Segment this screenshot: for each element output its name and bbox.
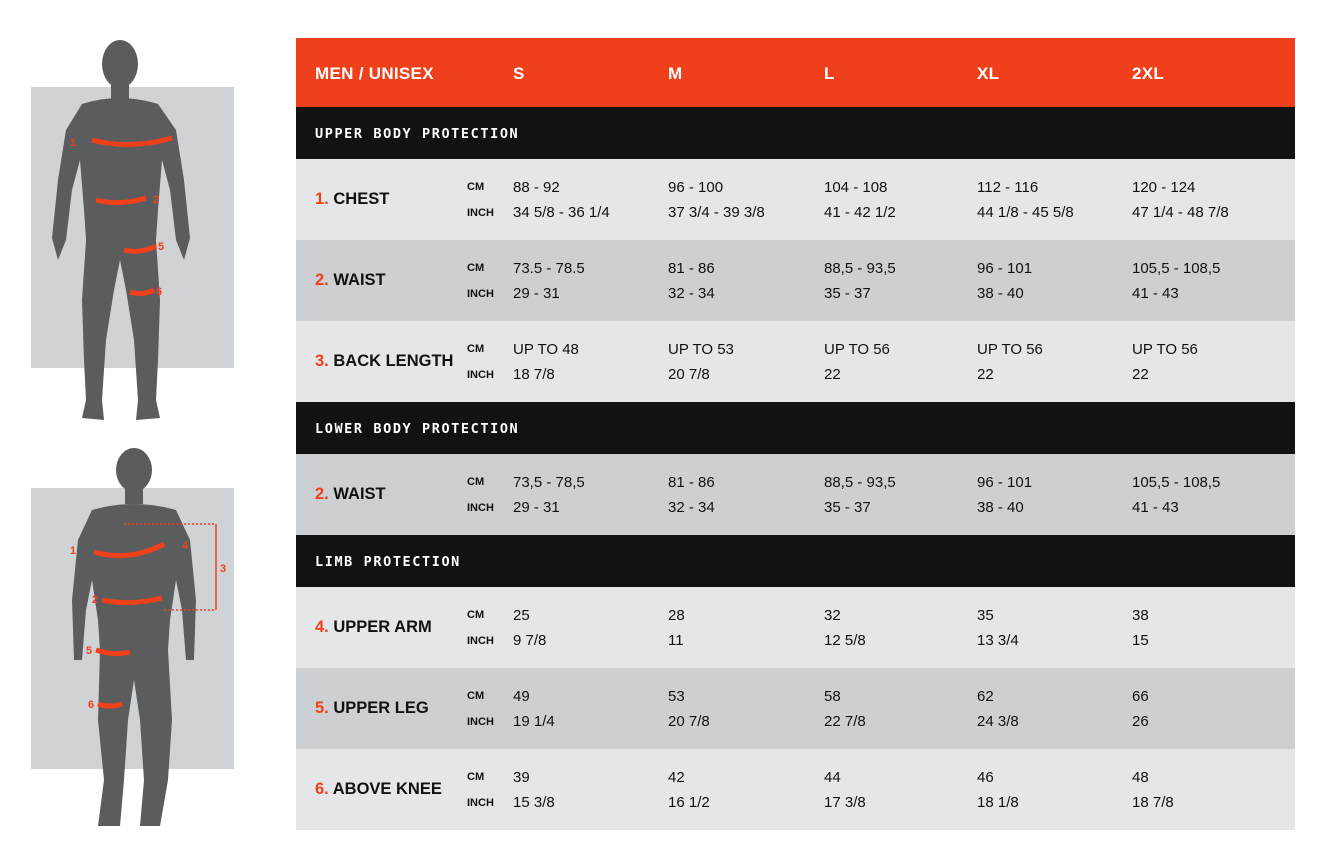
value-cm: 62: [977, 688, 994, 705]
value-cm: 53: [668, 688, 685, 705]
section-title: LIMB PROTECTION: [315, 554, 461, 570]
value-inch: 34 5/8 - 36 1/4: [513, 204, 610, 221]
size-m: M: [668, 64, 683, 83]
value-cm: 120 - 124: [1132, 179, 1196, 196]
value-inch: 29 - 31: [513, 285, 560, 302]
measurement-row: [296, 321, 1295, 402]
value-cm: 104 - 108: [824, 179, 888, 196]
measurement-row: [296, 587, 1295, 668]
value-inch: 32 - 34: [668, 285, 715, 302]
measurement-label: [315, 699, 429, 718]
measurement-name: WAIST: [333, 271, 386, 289]
measurement-label: [315, 780, 442, 799]
value-inch: 41 - 43: [1132, 499, 1179, 516]
value-inch: 9 7/8: [513, 632, 547, 649]
unit-inch-label: INCH: [467, 635, 494, 647]
measurement-number: 4.: [315, 618, 329, 636]
unit-cm-label: CM: [467, 181, 485, 193]
value-inch: 38 - 40: [977, 285, 1024, 302]
size-xl: XL: [977, 64, 1000, 83]
value-cm: 96 - 101: [977, 260, 1033, 277]
back-marker-2: 2: [92, 594, 99, 606]
value-cm: 58: [824, 688, 841, 705]
measurement-number: 5.: [315, 699, 329, 717]
chart-body: [296, 107, 1295, 830]
measurement-row: [296, 159, 1295, 240]
unit-inch-label: INCH: [467, 288, 494, 300]
value-inch: 18 1/8: [977, 794, 1019, 811]
unit-cm-label: CM: [467, 771, 485, 783]
value-cm: 49: [513, 688, 530, 705]
unit-cm-label: CM: [467, 476, 485, 488]
value-cm: 39: [513, 769, 530, 786]
measurement-number: 2.: [315, 271, 329, 289]
value-inch: 19 1/4: [513, 713, 555, 730]
value-inch: 44 1/8 - 45 5/8: [977, 204, 1074, 221]
back-marker-6: 6: [88, 699, 95, 711]
value-cm: UP TO 56: [977, 341, 1043, 358]
back-marker-1: 1: [70, 545, 77, 557]
value-cm: UP TO 53: [668, 341, 734, 358]
section-title: LOWER BODY PROTECTION: [315, 421, 520, 437]
measurement-number: 1.: [315, 190, 329, 208]
size-s: S: [513, 64, 525, 83]
value-cm: 105,5 - 108,5: [1132, 260, 1221, 277]
measurement-row: [296, 240, 1295, 321]
value-inch: 26: [1132, 713, 1149, 730]
front-marker-1: 1: [70, 137, 77, 149]
value-inch: 17 3/8: [824, 794, 866, 811]
measurement-name: UPPER ARM: [333, 618, 432, 636]
value-inch: 15: [1132, 632, 1149, 649]
back-marker-4: 4: [182, 540, 189, 552]
measurement-name: ABOVE KNEE: [332, 780, 442, 798]
value-inch: 15 3/8: [513, 794, 555, 811]
measurement-row: [296, 454, 1295, 535]
measurement-label: [315, 352, 453, 371]
size-2xl: 2XL: [1132, 64, 1165, 83]
section-title: UPPER BODY PROTECTION: [315, 126, 520, 142]
unit-cm-label: CM: [467, 609, 485, 621]
measurement-label: [315, 618, 432, 637]
front-marker-6: 6: [156, 286, 163, 298]
unit-cm-label: CM: [467, 690, 485, 702]
front-marker-5: 5: [158, 241, 165, 253]
value-cm: 35: [977, 607, 994, 624]
value-cm: 81 - 86: [668, 474, 715, 491]
size-header: [296, 38, 1295, 107]
unit-cm-label: CM: [467, 262, 485, 274]
value-inch: 24 3/8: [977, 713, 1019, 730]
size-l: L: [824, 64, 835, 83]
measurement-label: [315, 485, 386, 504]
unit-inch-label: INCH: [467, 207, 494, 219]
value-cm: 38: [1132, 607, 1149, 624]
value-cm: UP TO 48: [513, 341, 579, 358]
value-inch: 35 - 37: [824, 285, 871, 302]
value-inch: 22 7/8: [824, 713, 866, 730]
unit-inch-label: INCH: [467, 716, 494, 728]
measurement-label: [315, 271, 386, 290]
measurement-name: CHEST: [333, 190, 390, 208]
measurement-name: BACK LENGTH: [333, 352, 454, 370]
value-inch: 37 3/4 - 39 3/8: [668, 204, 765, 221]
value-cm: 112 - 116: [977, 179, 1039, 196]
value-inch: 12 5/8: [824, 632, 866, 649]
value-cm: 25: [513, 607, 530, 624]
section-header: [296, 535, 1295, 587]
front-marker-2: 2: [153, 194, 160, 206]
back-body-figure: [0, 0, 300, 849]
value-inch: 22: [977, 366, 994, 383]
value-cm: 96 - 101: [977, 474, 1033, 491]
value-cm: 46: [977, 769, 994, 786]
value-inch: 18 7/8: [513, 366, 555, 383]
measurement-row: [296, 668, 1295, 749]
section-header: [296, 107, 1295, 159]
value-cm: 42: [668, 769, 685, 786]
value-cm: 88,5 - 93,5: [824, 474, 896, 491]
value-inch: 20 7/8: [668, 366, 710, 383]
value-cm: 73,5 - 78,5: [513, 474, 585, 491]
value-inch: 32 - 34: [668, 499, 715, 516]
value-cm: 105,5 - 108,5: [1132, 474, 1221, 491]
value-inch: 38 - 40: [977, 499, 1024, 516]
value-cm: UP TO 56: [1132, 341, 1198, 358]
value-inch: 47 1/4 - 48 7/8: [1132, 204, 1229, 221]
value-inch: 35 - 37: [824, 499, 871, 516]
value-cm: 88,5 - 93,5: [824, 260, 896, 277]
value-cm: UP TO 56: [824, 341, 890, 358]
measurement-number: 3.: [315, 352, 329, 370]
value-cm: 32: [824, 607, 841, 624]
unit-inch-label: INCH: [467, 797, 494, 809]
value-cm: 88 - 92: [513, 179, 560, 196]
value-inch: 22: [824, 366, 841, 383]
value-cm: 96 - 100: [668, 179, 724, 196]
measurement-name: WAIST: [333, 485, 386, 503]
back-marker-5: 5: [86, 645, 93, 657]
value-inch: 29 - 31: [513, 499, 560, 516]
value-cm: 81 - 86: [668, 260, 715, 277]
unit-inch-label: INCH: [467, 369, 494, 381]
measurement-number: 6.: [315, 780, 329, 798]
value-cm: 48: [1132, 769, 1149, 786]
measurement-row: [296, 749, 1295, 830]
value-inch: 22: [1132, 366, 1149, 383]
value-cm: 73.5 - 78.5: [513, 260, 585, 277]
value-cm: 66: [1132, 688, 1149, 705]
measurement-label: [315, 190, 389, 209]
value-cm: 44: [824, 769, 841, 786]
unit-cm-label: CM: [467, 343, 485, 355]
chart-title: MEN / UNISEX: [315, 64, 434, 83]
back-marker-3: 3: [220, 563, 227, 575]
unit-inch-label: INCH: [467, 502, 494, 514]
value-inch: 41 - 42 1/2: [824, 204, 896, 221]
value-inch: 11: [668, 632, 684, 649]
measurement-name: UPPER LEG: [333, 699, 429, 717]
value-inch: 20 7/8: [668, 713, 710, 730]
value-inch: 16 1/2: [668, 794, 710, 811]
measurement-number: 2.: [315, 485, 329, 503]
value-cm: 28: [668, 607, 685, 624]
value-inch: 41 - 43: [1132, 285, 1179, 302]
value-inch: 13 3/4: [977, 632, 1019, 649]
size-chart: [296, 38, 1295, 830]
section-header: [296, 402, 1295, 454]
value-inch: 18 7/8: [1132, 794, 1174, 811]
